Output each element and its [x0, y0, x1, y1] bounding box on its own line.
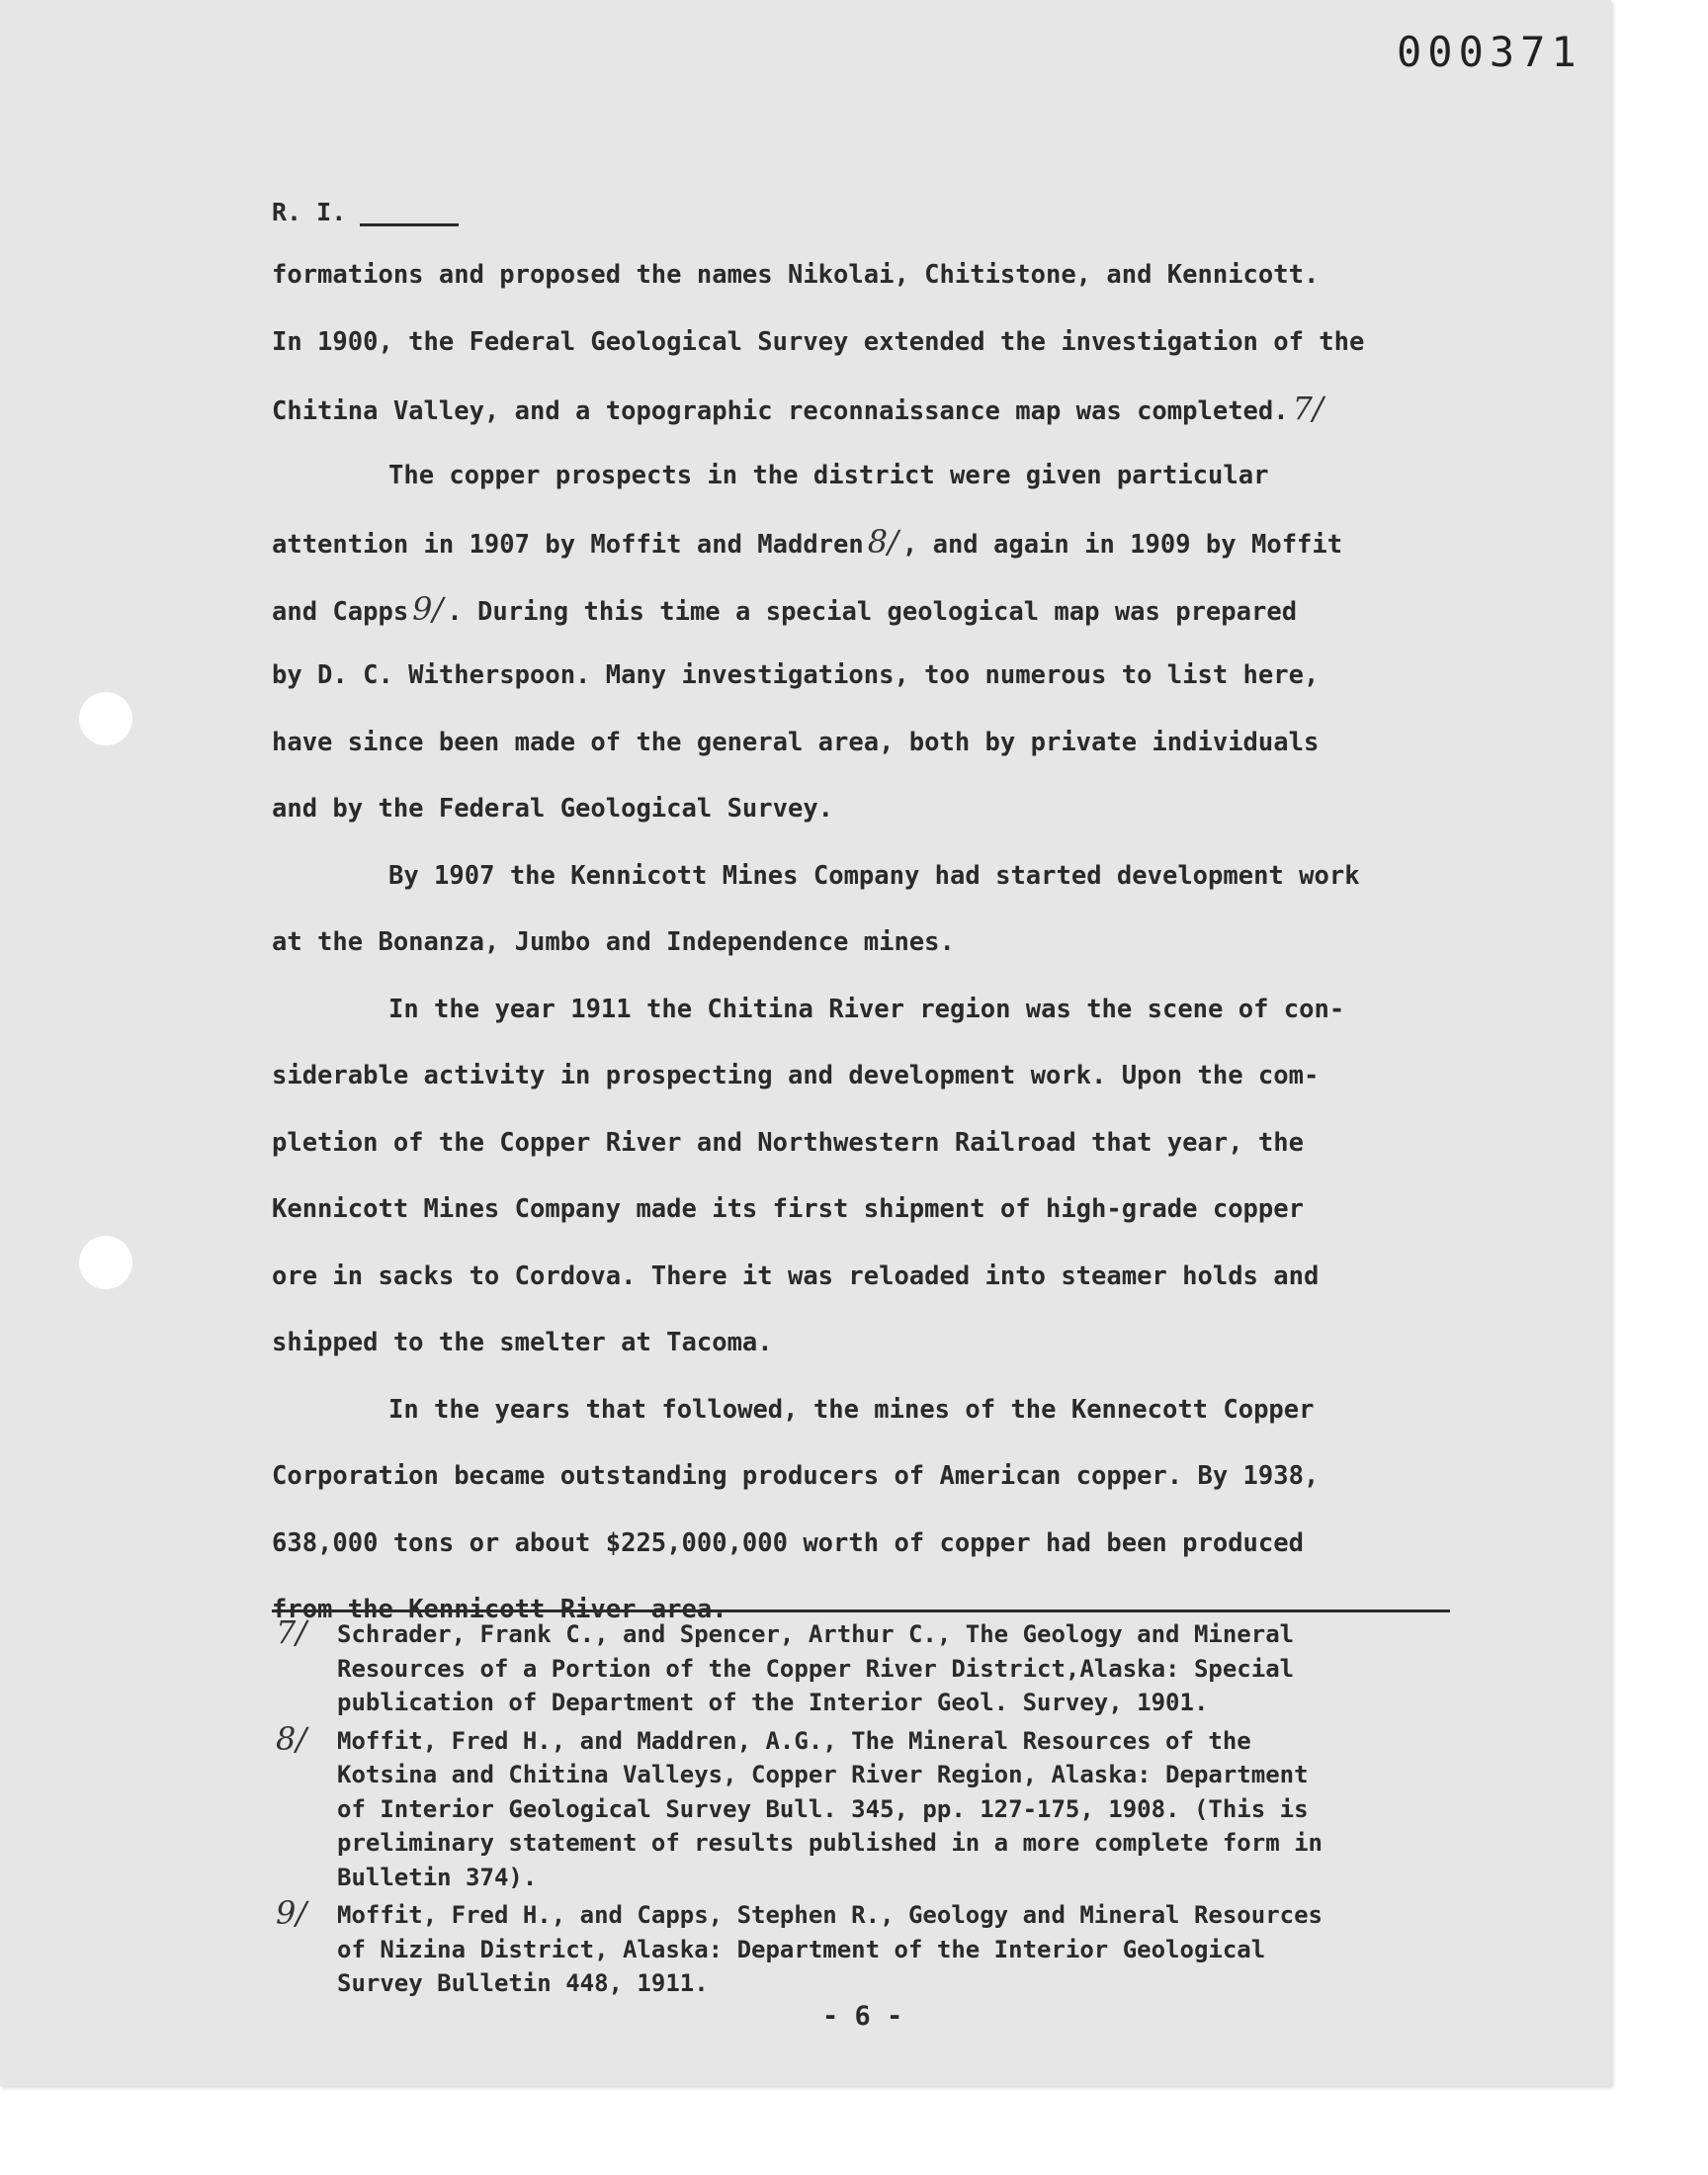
- footnote-mark: 8/: [276, 1719, 307, 1758]
- text-line: [272, 589, 1478, 656]
- footnote-line: Resources of a Portion of the Copper River District,Alaska: Special: [337, 1654, 1295, 1683]
- text-line: [272, 1257, 1478, 1324]
- line-text: Corporation became outstanding producers of American copper. By 1938,: [272, 1461, 1320, 1491]
- line-text: and Capps: [272, 596, 409, 627]
- line-text: formations and proposed the names Nikolai, Chitistone, and Kennicott.: [272, 260, 1320, 290]
- line-text: Kennicott Mines Company made its first shipment of high-grade copper: [272, 1194, 1304, 1224]
- line-text: 638,000 tons or about $225,000,000 worth of copper had been produced: [272, 1527, 1304, 1558]
- line-text: In 1900, the Federal Geological Survey extended the investigation of the: [272, 326, 1365, 357]
- punch-hole: [79, 692, 132, 745]
- text-line: [272, 1123, 1478, 1190]
- text-line: [272, 322, 1478, 390]
- line-text: have since been made of the general area, both by private individuals: [272, 727, 1320, 757]
- footnote-line: Moffit, Fred H., and Maddren, A.G., The Mineral Resources of the: [337, 1726, 1251, 1755]
- footnote-line: Schrader, Frank C., and Spencer, Arthur C., The Geology and Mineral: [337, 1620, 1295, 1648]
- text-line: [272, 456, 1478, 523]
- footnotes: [272, 1613, 1497, 2005]
- line-text: by D. C. Witherspoon. Many investigations, too numerous to list here,: [272, 660, 1320, 690]
- footnote-line: of Interior Geological Survey Bull. 345, pp. 127-175, 1908. (This is: [337, 1794, 1309, 1823]
- line-text: at the Bonanza, Jumbo and Independence mines.: [272, 927, 955, 957]
- line-text: attention in 1907 by Moffit and Maddren: [272, 530, 864, 560]
- line-text: The copper prospects in the district were given particular: [388, 460, 1269, 490]
- line-text: and by the Federal Geological Survey.: [272, 794, 834, 824]
- footnote-mark: 9/: [276, 1894, 307, 1932]
- line-text-continued: , and again in 1909 by Moffit: [901, 530, 1343, 560]
- footnote-reference: 9/: [412, 589, 444, 628]
- text-line: [272, 922, 1478, 990]
- footnote-line: Bulletin 374).: [337, 1863, 538, 1891]
- text-line: [272, 990, 1478, 1057]
- report-number-blank: [360, 202, 459, 226]
- footnote-line: Moffit, Fred H., and Capps, Stephen R., Geology and Mineral Resources: [337, 1901, 1323, 1929]
- text-line: [272, 522, 1478, 589]
- line-text: pletion of the Copper River and Northwestern Railroad that year, the: [272, 1127, 1304, 1158]
- text-line: [272, 1323, 1478, 1390]
- line-text: from the Kennicott River area.: [272, 1595, 727, 1624]
- line-text: ore in sacks to Cordova. There it was reloaded into steamer holds and: [272, 1261, 1320, 1291]
- text-line: [272, 389, 1478, 456]
- punch-hole: [79, 1236, 132, 1289]
- report-header: [272, 198, 459, 226]
- footnote-reference: 8/: [867, 523, 898, 561]
- line-text-continued: . During this time a special geological map was prepared: [447, 596, 1298, 627]
- document-stamp-number: 000371: [1397, 28, 1582, 76]
- line-text: In the years that followed, the mines of the Kennecott Copper: [388, 1394, 1315, 1425]
- line-text: Chitina Valley, and a topographic reconnaissance map was completed.: [272, 396, 1289, 426]
- text-line: [272, 1390, 1478, 1457]
- footnote-mark: 7/: [276, 1613, 307, 1651]
- report-label: R. I.: [272, 198, 347, 226]
- footnote-line: publication of Department of the Interior Geol. Survey, 1901.: [337, 1689, 1209, 1716]
- footnote-line: of Nizina District, Alaska: Department of the Interior Geological: [337, 1935, 1266, 1963]
- footnote-line: Kotsina and Chitina Valleys, Copper River Region, Alaska: Department: [337, 1761, 1309, 1788]
- line-text: shipped to the smelter at Tacoma.: [272, 1328, 773, 1357]
- text-line: [272, 723, 1478, 790]
- text-line: [272, 655, 1478, 723]
- text-line: [272, 789, 1478, 856]
- footnote-rule: [272, 1610, 1450, 1612]
- footnote-item: [272, 1894, 1497, 2001]
- page-number: - 6 -: [822, 2001, 903, 2032]
- text-line: [272, 856, 1478, 923]
- footnote-line: preliminary statement of results published in a more complete form in: [337, 1829, 1323, 1857]
- text-line: [272, 1456, 1478, 1523]
- footnote-line: Survey Bulletin 448, 1911.: [337, 1969, 709, 1997]
- text-line: [272, 1189, 1478, 1257]
- text-line: [272, 1056, 1478, 1123]
- footnote-reference: 7/: [1292, 390, 1324, 427]
- text-line: [272, 1523, 1478, 1591]
- line-text: In the year 1911 the Chitina River region was the scene of con-: [388, 994, 1345, 1024]
- body-text: [272, 255, 1478, 1657]
- line-text: siderable activity in prospecting and development work. Upon the com-: [272, 1061, 1320, 1090]
- text-line: [272, 255, 1478, 322]
- line-text: By 1907 the Kennicott Mines Company had started development work: [388, 860, 1360, 891]
- footnote-item: [272, 1613, 1497, 1720]
- footnote-item: [272, 1719, 1497, 1895]
